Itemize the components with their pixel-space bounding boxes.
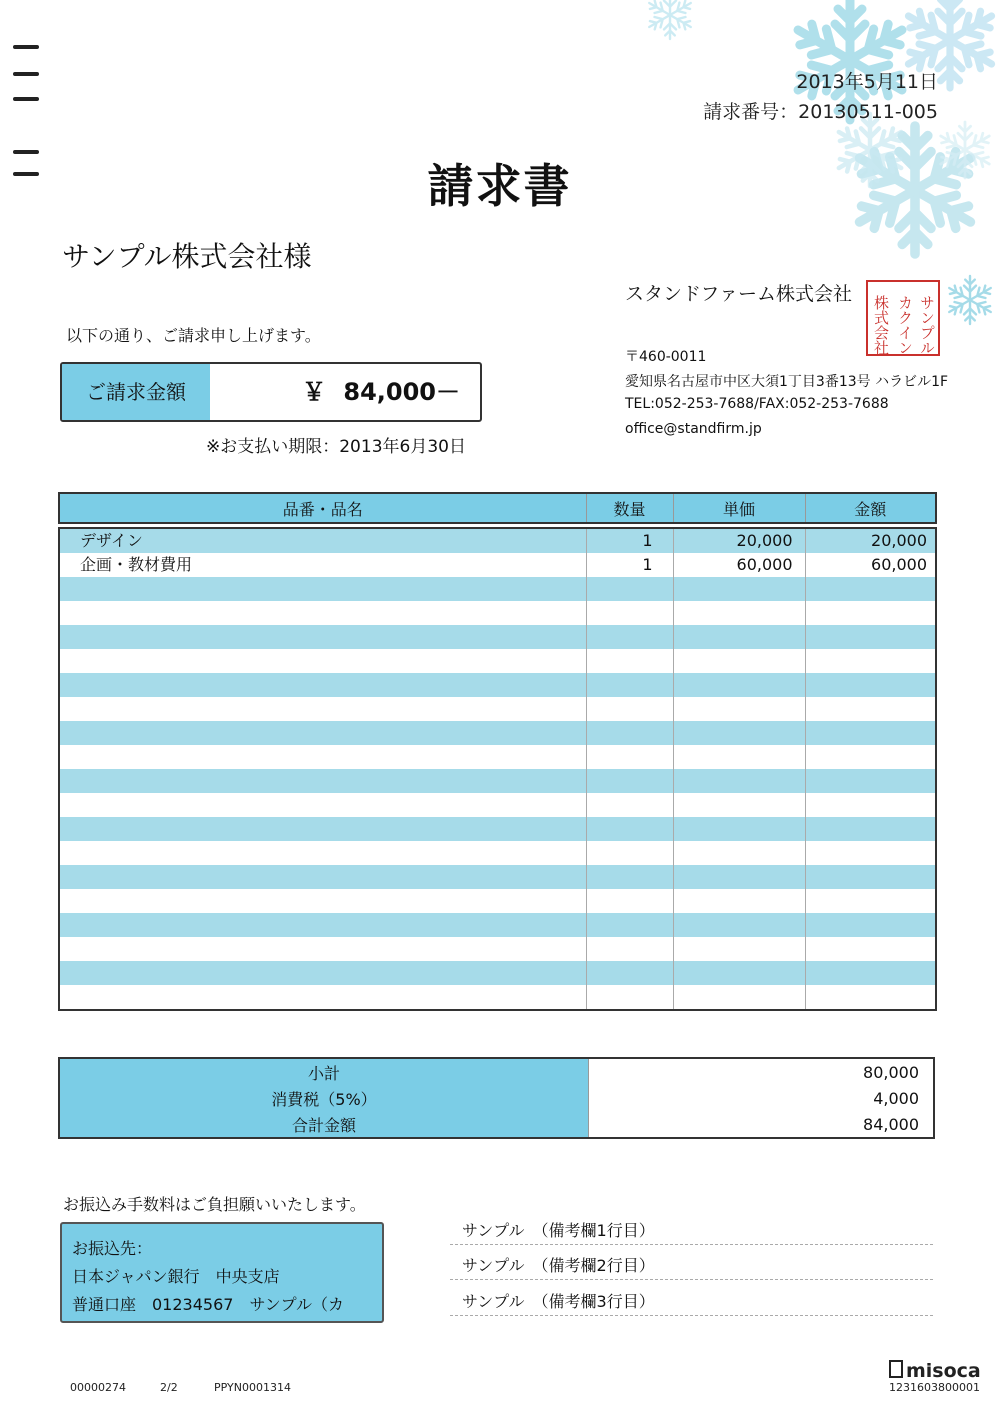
items-table-header bbox=[58, 492, 937, 524]
subtotal-value: 80,000 bbox=[863, 1062, 919, 1082]
empty-cell bbox=[59, 577, 586, 601]
empty-cell bbox=[586, 889, 673, 913]
issuer-phone-fax: TEL:052-253-7688/FAX:052-253-7688 bbox=[625, 396, 889, 412]
bank-line: 日本ジャパン銀行 中央支店 bbox=[72, 1267, 280, 1286]
empty-cell bbox=[673, 841, 805, 865]
column-header-unit-price: 単価 bbox=[673, 493, 805, 523]
empty-cell bbox=[59, 721, 586, 745]
seal-text: サンプル bbox=[918, 295, 936, 355]
seal-text: 株式会社 bbox=[872, 295, 890, 355]
table-row bbox=[59, 528, 936, 553]
item-amount: 20,000 bbox=[805, 528, 936, 553]
table-row-empty bbox=[59, 817, 936, 841]
empty-cell bbox=[805, 841, 936, 865]
empty-cell bbox=[805, 601, 936, 625]
empty-cell bbox=[805, 673, 936, 697]
empty-cell bbox=[59, 961, 586, 985]
table-row-empty bbox=[59, 961, 936, 985]
client-name: サンプル株式会社様 bbox=[62, 240, 312, 273]
empty-cell bbox=[586, 817, 673, 841]
empty-cell bbox=[586, 913, 673, 937]
empty-cell bbox=[673, 793, 805, 817]
invoice-date: 2013年5月11日 bbox=[796, 71, 938, 93]
empty-cell bbox=[805, 745, 936, 769]
table-row-empty bbox=[59, 745, 936, 769]
empty-cell bbox=[805, 721, 936, 745]
empty-cell bbox=[586, 985, 673, 1010]
empty-cell bbox=[805, 577, 936, 601]
empty-cell bbox=[805, 769, 936, 793]
punch-hole-mark bbox=[13, 97, 39, 101]
table-row-empty bbox=[59, 697, 936, 721]
remark-line: サンプル （備考欄2行目） bbox=[450, 1253, 933, 1280]
issuer-postal: 〒460-0011 bbox=[625, 349, 707, 365]
empty-cell bbox=[673, 865, 805, 889]
empty-cell bbox=[586, 673, 673, 697]
empty-cell bbox=[586, 649, 673, 673]
punch-hole-mark bbox=[13, 72, 39, 76]
currency-symbol: ￥ bbox=[302, 378, 326, 406]
empty-cell bbox=[59, 817, 586, 841]
empty-cell bbox=[673, 961, 805, 985]
empty-cell bbox=[59, 985, 586, 1010]
empty-cell bbox=[59, 745, 586, 769]
bank-info-box bbox=[60, 1222, 384, 1323]
empty-cell bbox=[59, 937, 586, 961]
misoca-logo bbox=[889, 1360, 981, 1382]
empty-cell bbox=[586, 745, 673, 769]
empty-cell bbox=[586, 769, 673, 793]
subtotal-row bbox=[59, 1058, 934, 1085]
table-row-empty bbox=[59, 601, 936, 625]
empty-cell bbox=[59, 601, 586, 625]
table-row-empty bbox=[59, 577, 936, 601]
total-row bbox=[59, 1111, 934, 1138]
misoca-logo-icon bbox=[889, 1360, 903, 1378]
empty-cell bbox=[59, 649, 586, 673]
table-row-empty bbox=[59, 721, 936, 745]
tax-label: 消費税（5%） bbox=[59, 1085, 589, 1111]
empty-cell bbox=[586, 697, 673, 721]
items-table bbox=[58, 527, 937, 1011]
issuer-address: 愛知県名古屋市中区大須1丁目3番13号 ハラビル1F bbox=[625, 374, 949, 390]
empty-cell bbox=[805, 937, 936, 961]
empty-cell bbox=[805, 865, 936, 889]
item-unit-price: 20,000 bbox=[673, 528, 805, 553]
empty-cell bbox=[586, 577, 673, 601]
issuer-name: スタンドファーム株式会社 bbox=[625, 283, 853, 305]
amount-box bbox=[60, 362, 482, 422]
empty-cell bbox=[673, 721, 805, 745]
table-row-empty bbox=[59, 865, 936, 889]
amount-value: 84,000－ bbox=[343, 378, 460, 406]
snowflake-icon bbox=[646, 0, 694, 39]
amount-label: ご請求金額 bbox=[62, 364, 210, 420]
empty-cell bbox=[586, 721, 673, 745]
seal-text: カクイン bbox=[896, 295, 914, 355]
empty-cell bbox=[586, 793, 673, 817]
empty-cell bbox=[59, 769, 586, 793]
empty-cell bbox=[59, 793, 586, 817]
empty-cell bbox=[673, 649, 805, 673]
empty-cell bbox=[586, 865, 673, 889]
empty-cell bbox=[673, 673, 805, 697]
empty-cell bbox=[673, 769, 805, 793]
bank-line: 普通口座 01234567 サンプル（カ bbox=[72, 1295, 344, 1314]
item-amount: 60,000 bbox=[805, 553, 936, 577]
empty-cell bbox=[673, 625, 805, 649]
column-header-quantity: 数量 bbox=[586, 493, 673, 523]
empty-cell bbox=[586, 961, 673, 985]
empty-cell bbox=[673, 697, 805, 721]
items-table-body bbox=[59, 528, 936, 1010]
table-row-empty bbox=[59, 649, 936, 673]
empty-cell bbox=[805, 817, 936, 841]
column-header-amount: 金額 bbox=[805, 493, 936, 523]
empty-cell bbox=[805, 649, 936, 673]
item-name: 企画・教材費用 bbox=[59, 553, 586, 577]
logo-text: misoca bbox=[906, 1360, 981, 1382]
empty-cell bbox=[673, 889, 805, 913]
company-seal bbox=[865, 279, 941, 357]
ref-code: PPYN0001314 bbox=[214, 1381, 291, 1394]
column-header-item: 品番・品名 bbox=[59, 493, 586, 523]
empty-cell bbox=[805, 793, 936, 817]
empty-cell bbox=[673, 577, 805, 601]
table-row-empty bbox=[59, 937, 936, 961]
item-quantity: 1 bbox=[586, 553, 673, 577]
tax-row bbox=[59, 1085, 934, 1111]
empty-cell bbox=[805, 961, 936, 985]
empty-cell bbox=[59, 913, 586, 937]
empty-cell bbox=[673, 937, 805, 961]
remark-line: サンプル （備考欄1行目） bbox=[450, 1218, 933, 1245]
item-unit-price: 60,000 bbox=[673, 553, 805, 577]
due-date: ※お支払い期限：2013年6月30日 bbox=[206, 437, 466, 457]
item-quantity: 1 bbox=[586, 528, 673, 553]
empty-cell bbox=[805, 889, 936, 913]
table-row-empty bbox=[59, 889, 936, 913]
issuer-email: office@standfirm.jp bbox=[625, 421, 762, 437]
empty-cell bbox=[673, 601, 805, 625]
empty-cell bbox=[805, 913, 936, 937]
empty-cell bbox=[59, 841, 586, 865]
item-name: デザイン bbox=[59, 528, 586, 553]
table-row bbox=[59, 553, 936, 577]
totals-table bbox=[58, 1057, 935, 1139]
logo-number: 1231603800001 bbox=[889, 1381, 980, 1394]
table-row-empty bbox=[59, 841, 936, 865]
fee-note: お振込み手数料はご負担願いいたします。 bbox=[63, 1195, 366, 1214]
empty-cell bbox=[59, 625, 586, 649]
total-label: 合計金額 bbox=[59, 1111, 589, 1138]
intro-text: 以下の通り、ご請求申し上げます。 bbox=[66, 326, 321, 345]
table-row-empty bbox=[59, 625, 936, 649]
doc-code: 00000274 bbox=[70, 1381, 126, 1394]
table-row-empty bbox=[59, 673, 936, 697]
empty-cell bbox=[586, 625, 673, 649]
table-row-empty bbox=[59, 913, 936, 937]
page-indicator: 2/2 bbox=[160, 1381, 178, 1394]
remark-line: サンプル （備考欄3行目） bbox=[450, 1289, 933, 1316]
empty-cell bbox=[59, 673, 586, 697]
table-row-empty bbox=[59, 769, 936, 793]
empty-cell bbox=[673, 817, 805, 841]
empty-cell bbox=[673, 745, 805, 769]
table-row-empty bbox=[59, 985, 936, 1010]
subtotal-label: 小計 bbox=[59, 1058, 589, 1085]
bank-line: お振込先： bbox=[72, 1239, 153, 1258]
empty-cell bbox=[673, 985, 805, 1010]
total-value: 84,000 bbox=[863, 1114, 919, 1134]
empty-cell bbox=[805, 697, 936, 721]
empty-cell bbox=[59, 697, 586, 721]
empty-cell bbox=[805, 985, 936, 1010]
empty-cell bbox=[59, 865, 586, 889]
empty-cell bbox=[586, 601, 673, 625]
empty-cell bbox=[805, 625, 936, 649]
tax-value: 4,000 bbox=[873, 1088, 919, 1108]
page-title: 請求書 bbox=[427, 159, 572, 213]
empty-cell bbox=[59, 889, 586, 913]
table-row-empty bbox=[59, 793, 936, 817]
punch-hole-mark bbox=[13, 45, 39, 49]
snowflake-icon bbox=[946, 276, 994, 324]
empty-cell bbox=[673, 913, 805, 937]
empty-cell bbox=[586, 841, 673, 865]
empty-cell bbox=[586, 937, 673, 961]
invoice-number: 請求番号：20130511-005 bbox=[703, 101, 938, 123]
